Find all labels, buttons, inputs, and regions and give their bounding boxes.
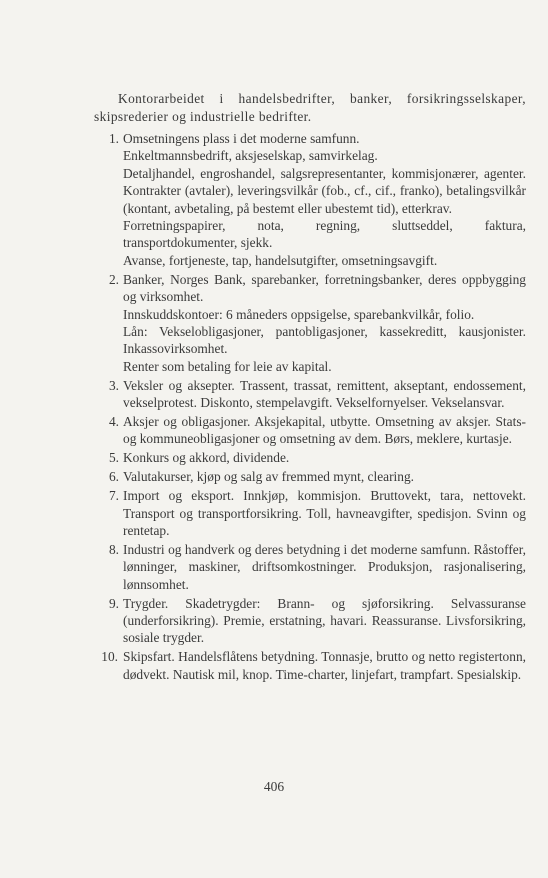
list-item-8 bbox=[94, 541, 526, 593]
item-line: Skipsfart. Handelsflåtens betydning. Tonnasje, brutto og netto registertonn, dødvekt. Nautisk mil, knop. Time-charter, linjefart, trampfart. Spesialskip. bbox=[123, 649, 526, 682]
item-number: 7. bbox=[108, 488, 119, 504]
item-line: Konkurs og akkord, dividende. bbox=[123, 450, 290, 466]
item-line: Industri og handverk og deres betydning i det moderne samfunn. Råstoffer, lønninger, maskiner, driftsomkostninger. Produksjon, rasjonalisering, lønnsomhet. bbox=[123, 541, 526, 592]
list-item-1 bbox=[94, 130, 526, 269]
item-line: Lån: Vekselobligasjoner, pantobligasjoner, kassekreditt, kausjonister. Inkassovirksomhet. bbox=[123, 323, 526, 357]
item-line: Valutakurser, kjøp og salg av fremmed mynt, clearing. bbox=[123, 469, 414, 485]
list-item-9 bbox=[94, 595, 526, 647]
list-item-2 bbox=[94, 271, 526, 375]
item-line: Forretningspapirer, nota, regning, sluttseddel, faktura, transportdokumenter, sjekk. bbox=[123, 218, 526, 251]
list-item-3 bbox=[94, 377, 526, 412]
item-line: Renter som betaling for leie av kapital. bbox=[123, 358, 332, 374]
intro-paragraph bbox=[94, 90, 526, 125]
item-number: 10. bbox=[101, 649, 118, 665]
item-line: Veksler og aksepter. Trassent, trassat, remittent, akseptant, endossement, vekselprotest. Diskonto, stempelavgift. Vekselfornyelser. Vekselansvar. bbox=[123, 377, 526, 411]
item-line: Banker, Norges Bank, sparebanker, forretningsbanker, deres oppbygging og virksomhet. bbox=[123, 271, 526, 305]
item-line: Avanse, fortjeneste, tap, handelsutgifter, omsetningsavgift. bbox=[123, 252, 438, 268]
item-line: Import og eksport. Innkjøp, kommisjon. Bruttovekt, tara, nettovekt. Transport og transportforsikring. Toll, havneavgifter, spedisjon. Svinn og rentetap. bbox=[123, 488, 526, 538]
list-item-4 bbox=[94, 413, 526, 448]
item-line: Aksjer og obligasjoner. Aksjekapital, utbytte. Omsetning av aksjer. Stats- og kommuneobligasjoner og omsetning av dem. Børs, meklere, kurtasje. bbox=[123, 414, 526, 447]
item-line: Detaljhandel, engroshandel, salgsrepresentanter, kommisjonærer, agenter. Kontrakter (avtaler), leveringsvilkår (fob., cf., cif., franko), betalingsvilkår (kontant, avbetaling, på bestemt eller ubestemt tid), etterkrav. bbox=[123, 165, 526, 216]
item-number: 9. bbox=[108, 595, 119, 611]
topic-list bbox=[94, 130, 526, 683]
item-line: Innskuddskontoer: 6 måneders oppsigelse, sparebankvilkår, folio. bbox=[123, 306, 475, 322]
item-number: 2. bbox=[108, 271, 119, 287]
item-line: Omsetningens plass i det moderne samfunn. bbox=[123, 131, 360, 146]
item-number: 4. bbox=[108, 414, 119, 429]
item-number: 1. bbox=[108, 131, 119, 146]
item-line: Trygder. Skadetrygder: Brann- og sjøforsikring. Selvassuranse (underforsikring). Premie, erstatning, havari. Reassuranse. Livsforsikring, sosiale trygder. bbox=[123, 595, 526, 646]
item-number: 6. bbox=[108, 469, 119, 485]
item-number: 8. bbox=[108, 541, 119, 557]
list-item-6 bbox=[94, 468, 526, 485]
page-number: 406 bbox=[263, 779, 285, 794]
list-item-5 bbox=[94, 449, 526, 466]
intro-text: Kontorarbeidet i handelsbedrifter, banker, forsikringsselskaper, skipsrederier og industrielle bedrifter. bbox=[94, 91, 526, 124]
list-item-10 bbox=[94, 648, 526, 683]
list-item-7 bbox=[94, 487, 526, 539]
item-line: Enkeltmannsbedrift, aksjeselskap, samvirkelag. bbox=[123, 148, 378, 164]
item-number: 5. bbox=[108, 450, 119, 466]
item-number: 3. bbox=[108, 377, 119, 393]
